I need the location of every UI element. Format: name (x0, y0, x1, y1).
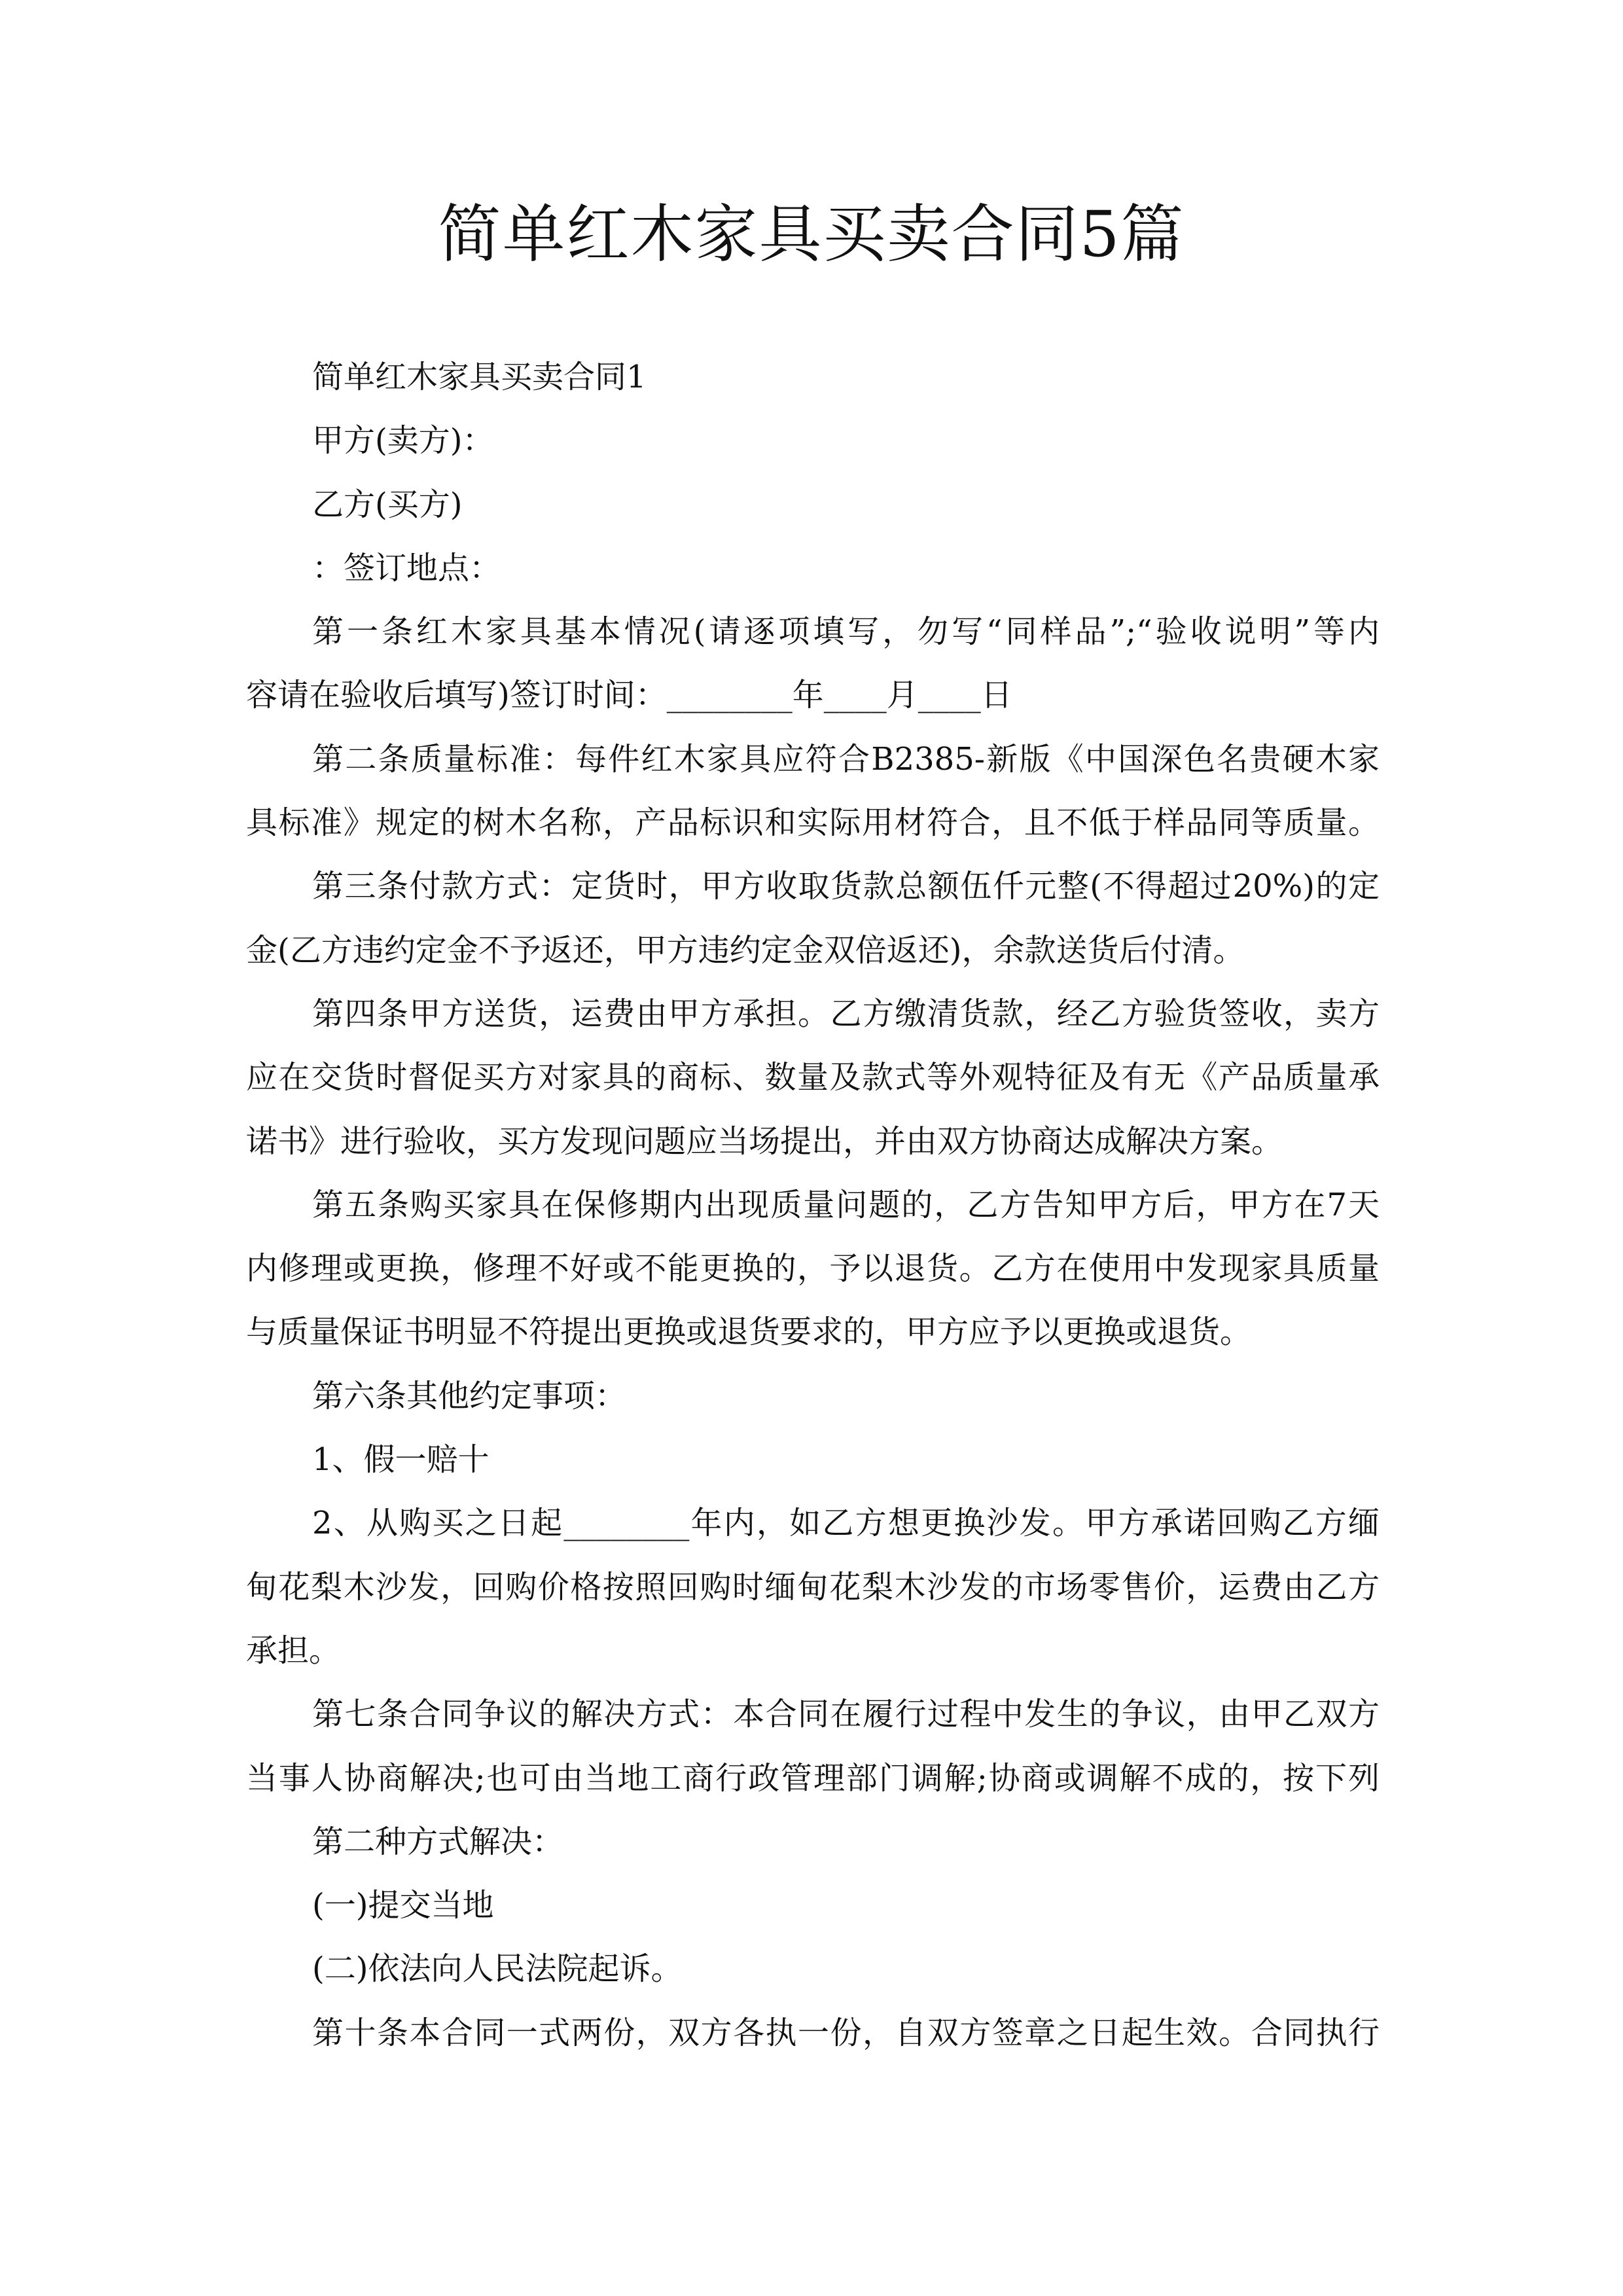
text-line: 第七条合同争议的解决方式：本合同在履行过程中发生的争议，由甲乙双方 (312, 1696, 1380, 1733)
text-line: 承担。 (246, 1632, 341, 1669)
text-line: 当事人协商解决;也可由当地工商行政管理部门调解;协商或调解不成的，按下列 (246, 1759, 1380, 1797)
text-line: 第四条甲方送货，运费由甲方承担。乙方缴清货款，经乙方验货签收，卖方 (312, 995, 1380, 1032)
text-line: 具标准》规定的树木名称，产品标识和实际用材符合，且不低于样品同等质量。 (246, 804, 1380, 842)
text-line: 内修理或更换，修理不好或不能更换的，予以退货。乙方在使用中发现家具质量 (246, 1250, 1380, 1287)
text-line: 简单红木家具买卖合同1 (312, 359, 647, 395)
text-line: 第六条其他约定事项： (312, 1377, 627, 1414)
text-line: 容请在验收后填写)签订时间：________年____月____日 (246, 677, 1012, 714)
text-line: 第二条质量标准：每件红木家具应符合B2385-新版《中国深色名贵硬木家 (312, 740, 1380, 778)
text-line: (二)依法向人民法院起诉。 (312, 1950, 683, 1988)
text-line: 乙方(买方) (312, 486, 463, 523)
text-line: 1、假一赔十 (312, 1441, 490, 1479)
text-line: 第三条付款方式：定货时，甲方收取货款总额伍仟元整(不得超过20%)的定 (312, 868, 1380, 905)
text-line: (一)提交当地 (312, 1887, 494, 1924)
text-line: 2、从购买之日起________年内，如乙方想更换沙发。甲方承诺回购乙方缅 (312, 1505, 1380, 1542)
document-title: 简单红木家具买卖合同5篇 (438, 198, 1185, 271)
text-line: 金(乙方违约定金不予返还，甲方违约定金双倍返还)，余款送货后付清。 (246, 931, 1245, 969)
text-line: ：签订地点： (312, 549, 501, 586)
text-line: 第五条购买家具在保修期内出现质量问题的，乙方告知甲方后，甲方在7天 (312, 1186, 1380, 1223)
text-line: 甸花梨木沙发，回购价格按照回购时缅甸花梨木沙发的市场零售价，运费由乙方 (246, 1568, 1380, 1605)
text-line: 与质量保证书明显不符提出更换或退货要求的，甲方应予以更换或退货。 (246, 1314, 1252, 1351)
text-line: 第二种方式解决： (312, 1823, 564, 1860)
text-line: 应在交货时督促买方对家具的商标、数量及款式等外观特征及有无《产品质量承 (246, 1059, 1380, 1096)
document-body (246, 346, 1380, 2065)
text-line: 甲方(卖方)： (312, 422, 494, 459)
text-line: 诺书》进行验收，买方发现问题应当场提出，并由双方协商达成解决方案。 (246, 1122, 1283, 1160)
text-line: 第十条本合同一式两份，双方各执一份，自双方签章之日起生效。合同执行 (312, 2014, 1380, 2051)
text-line: 第一条红木家具基本情况(请逐项填写，勿写“同样品”;“验收说明”等内 (312, 613, 1380, 651)
